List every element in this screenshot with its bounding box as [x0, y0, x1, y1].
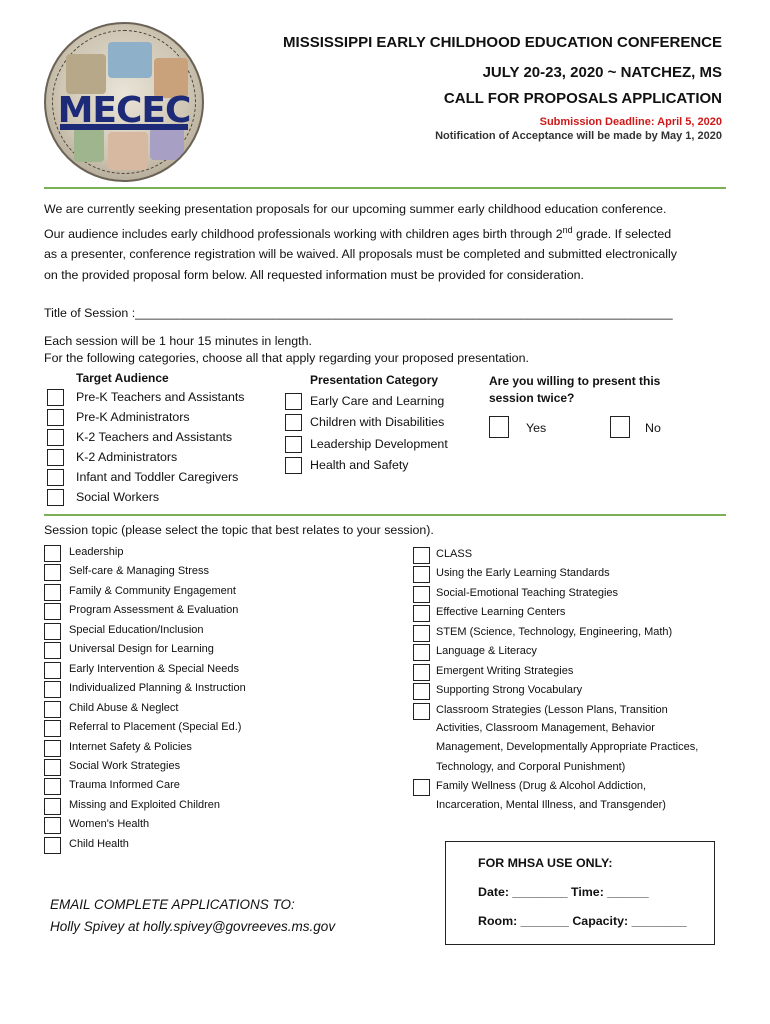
conference-dates: JULY 20-23, 2020 ~ NATCHEZ, MS [482, 64, 722, 81]
checkbox[interactable] [44, 817, 61, 834]
option-label: Internet Safety & Policies [69, 740, 192, 753]
session-length-info: Each session will be 1 hour 15 minutes in length. For the following categories, choose all that apply regarding your proposed presentation. [44, 334, 529, 365]
checkbox[interactable] [44, 545, 61, 562]
mhsa-title: FOR MHSA USE ONLY: [478, 856, 613, 870]
checkbox[interactable] [285, 457, 302, 474]
option-label: Special Education/Inclusion [69, 623, 204, 636]
conference-title: MISSISSIPPI EARLY CHILDHOOD EDUCATION CONFERENCE [283, 34, 722, 51]
logo-photo [74, 128, 104, 162]
option-label: Health and Safety [310, 457, 409, 472]
intro-line: on the provided proposal form below. All requested information must be provided for consideration. [44, 267, 584, 282]
checkbox[interactable] [44, 603, 61, 620]
checkbox[interactable] [47, 489, 64, 506]
checkbox[interactable] [285, 393, 302, 410]
intro-paragraph [44, 199, 734, 285]
option-label: Incarceration, Mental Illness, and Transgender) [436, 799, 666, 811]
option-label: Leadership Development [310, 436, 448, 451]
checkbox[interactable] [44, 778, 61, 795]
checkbox[interactable] [413, 779, 430, 796]
option-label: Child Abuse & Neglect [69, 701, 179, 714]
checkbox[interactable] [413, 683, 430, 700]
checkbox[interactable] [44, 681, 61, 698]
checkbox[interactable] [44, 662, 61, 679]
no-checkbox[interactable] [610, 416, 630, 438]
option-label: Language & Literacy [436, 645, 537, 658]
option-label: Social Workers [76, 490, 160, 504]
checkbox[interactable] [413, 664, 430, 681]
checkbox[interactable] [44, 720, 61, 737]
option-label: Early Care and Learning [310, 394, 445, 408]
checkbox[interactable] [44, 740, 61, 757]
checkbox[interactable] [413, 547, 430, 564]
option-label: K-2 Teachers and Assistants [76, 430, 233, 444]
checkbox[interactable] [44, 759, 61, 776]
option-label: Social Work Strategies [69, 759, 181, 772]
option-label: Self-care & Managing Stress [69, 565, 210, 578]
option-label: CLASS [436, 548, 473, 560]
yes-checkbox[interactable] [489, 416, 509, 438]
present-twice-heading: Are you willing to present this [489, 374, 661, 388]
checkbox[interactable] [44, 701, 61, 718]
mecec-logo [44, 22, 204, 182]
option-label: Referral to Placement (Special Ed.) [69, 721, 242, 734]
checkbox[interactable] [285, 436, 302, 453]
option-label: K-2 Administrators [76, 450, 178, 464]
submission-deadline: Submission Deadline: April 5, 2020 [539, 116, 722, 128]
presentation-category-heading: Presentation Category [310, 373, 439, 387]
checkbox[interactable] [44, 837, 61, 854]
option-label: Children with Disabilities [310, 415, 445, 430]
option-label: STEM (Science, Technology, Engineering, Math) [436, 625, 673, 638]
option-label: Effective Learning Centers [436, 606, 566, 619]
intro-line: Our audience includes early childhood professionals working with children ages birth through 2nd grade. If selected [44, 224, 672, 241]
logo-photo [150, 128, 184, 160]
mhsa-room-capacity[interactable]: Room: _______ Capacity: ________ [478, 914, 687, 928]
checkbox[interactable] [413, 605, 430, 622]
logo-photo [66, 54, 106, 94]
option-label: Missing and Exploited Children [69, 798, 221, 811]
option-label: Women's Health [69, 818, 150, 831]
notification-date: Notification of Acceptance will be made by May 1, 2020 [435, 130, 722, 142]
no-label: No [645, 421, 661, 435]
intro-line: We are currently seeking presentation proposals for our upcoming summer early childhood education conference. [44, 202, 667, 216]
option-label: Universal Design for Learning [69, 643, 214, 656]
session-topic-heading: Session topic (please select the topic that best relates to your session). [44, 523, 434, 537]
email-instruction: EMAIL COMPLETE APPLICATIONS TO: [50, 897, 295, 912]
option-label: Emergent Writing Strategies [436, 664, 574, 677]
option-label: Supporting Strong Vocabulary [436, 684, 583, 697]
checkbox[interactable] [44, 564, 61, 581]
checkbox[interactable] [47, 449, 64, 466]
divider [44, 514, 726, 516]
checkbox[interactable] [47, 429, 64, 446]
yes-label: Yes [526, 421, 547, 435]
logo-text: MECEC [57, 90, 191, 131]
intro-line: as a presenter, conference registration will be waived. All proposals must be completed and submitted electronically [44, 247, 677, 262]
logo-photo [108, 42, 152, 78]
option-label: Family & Community Engagement [69, 584, 236, 597]
mhsa-date-time[interactable]: Date: ________ Time: ______ [478, 885, 649, 899]
checkbox[interactable] [413, 644, 430, 661]
checkbox[interactable] [413, 586, 430, 603]
option-label: Pre-K Teachers and Assistants [76, 390, 245, 404]
option-label: Social-Emotional Teaching Strategies [436, 586, 619, 599]
checkbox[interactable] [47, 469, 64, 486]
option-label: Activities, Classroom Management, Behavior [436, 722, 655, 734]
checkbox[interactable] [413, 566, 430, 583]
option-label: Trauma Informed Care [69, 779, 180, 792]
application-title: CALL FOR PROPOSALS APPLICATION [443, 90, 722, 107]
option-label: Child Health [69, 837, 129, 850]
option-label: Classroom Strategies (Lesson Plans, Transition [436, 703, 668, 716]
checkbox[interactable] [44, 584, 61, 601]
target-audience-heading: Target Audience [76, 371, 169, 385]
checkbox[interactable] [47, 409, 64, 426]
mhsa-use-box [445, 841, 715, 945]
option-label: Using the Early Learning Standards [436, 567, 610, 580]
email-contact[interactable]: Holly Spivey at holly.spivey@govreeves.ms.gov [50, 919, 336, 934]
option-label: Individualized Planning & Instruction [69, 682, 246, 695]
option-label: Pre-K Administrators [76, 410, 190, 424]
option-label: Family Wellness (Drug & Alcohol Addiction, [436, 780, 647, 792]
session-title-field[interactable]: Title of Session :______________________________________________________________________________ [44, 306, 673, 320]
checkbox[interactable] [413, 703, 430, 720]
checkbox[interactable] [44, 623, 61, 640]
option-label: Management, Developmentally Appropriate Practices, [436, 741, 699, 754]
checkbox[interactable] [413, 625, 430, 642]
checkbox[interactable] [44, 798, 61, 815]
option-label: Early Intervention & Special Needs [69, 662, 239, 675]
option-label: Leadership [69, 546, 124, 558]
option-label: Infant and Toddler Caregivers [76, 470, 239, 484]
logo-photo [108, 132, 148, 170]
checkbox[interactable] [44, 642, 61, 659]
checkbox[interactable] [47, 389, 64, 406]
option-label: Program Assessment & Evaluation [69, 604, 239, 617]
present-twice-heading: session twice? [489, 391, 575, 405]
checkbox[interactable] [285, 414, 302, 431]
divider [44, 187, 726, 189]
option-label: Technology, and Corporal Punishment) [436, 760, 626, 773]
